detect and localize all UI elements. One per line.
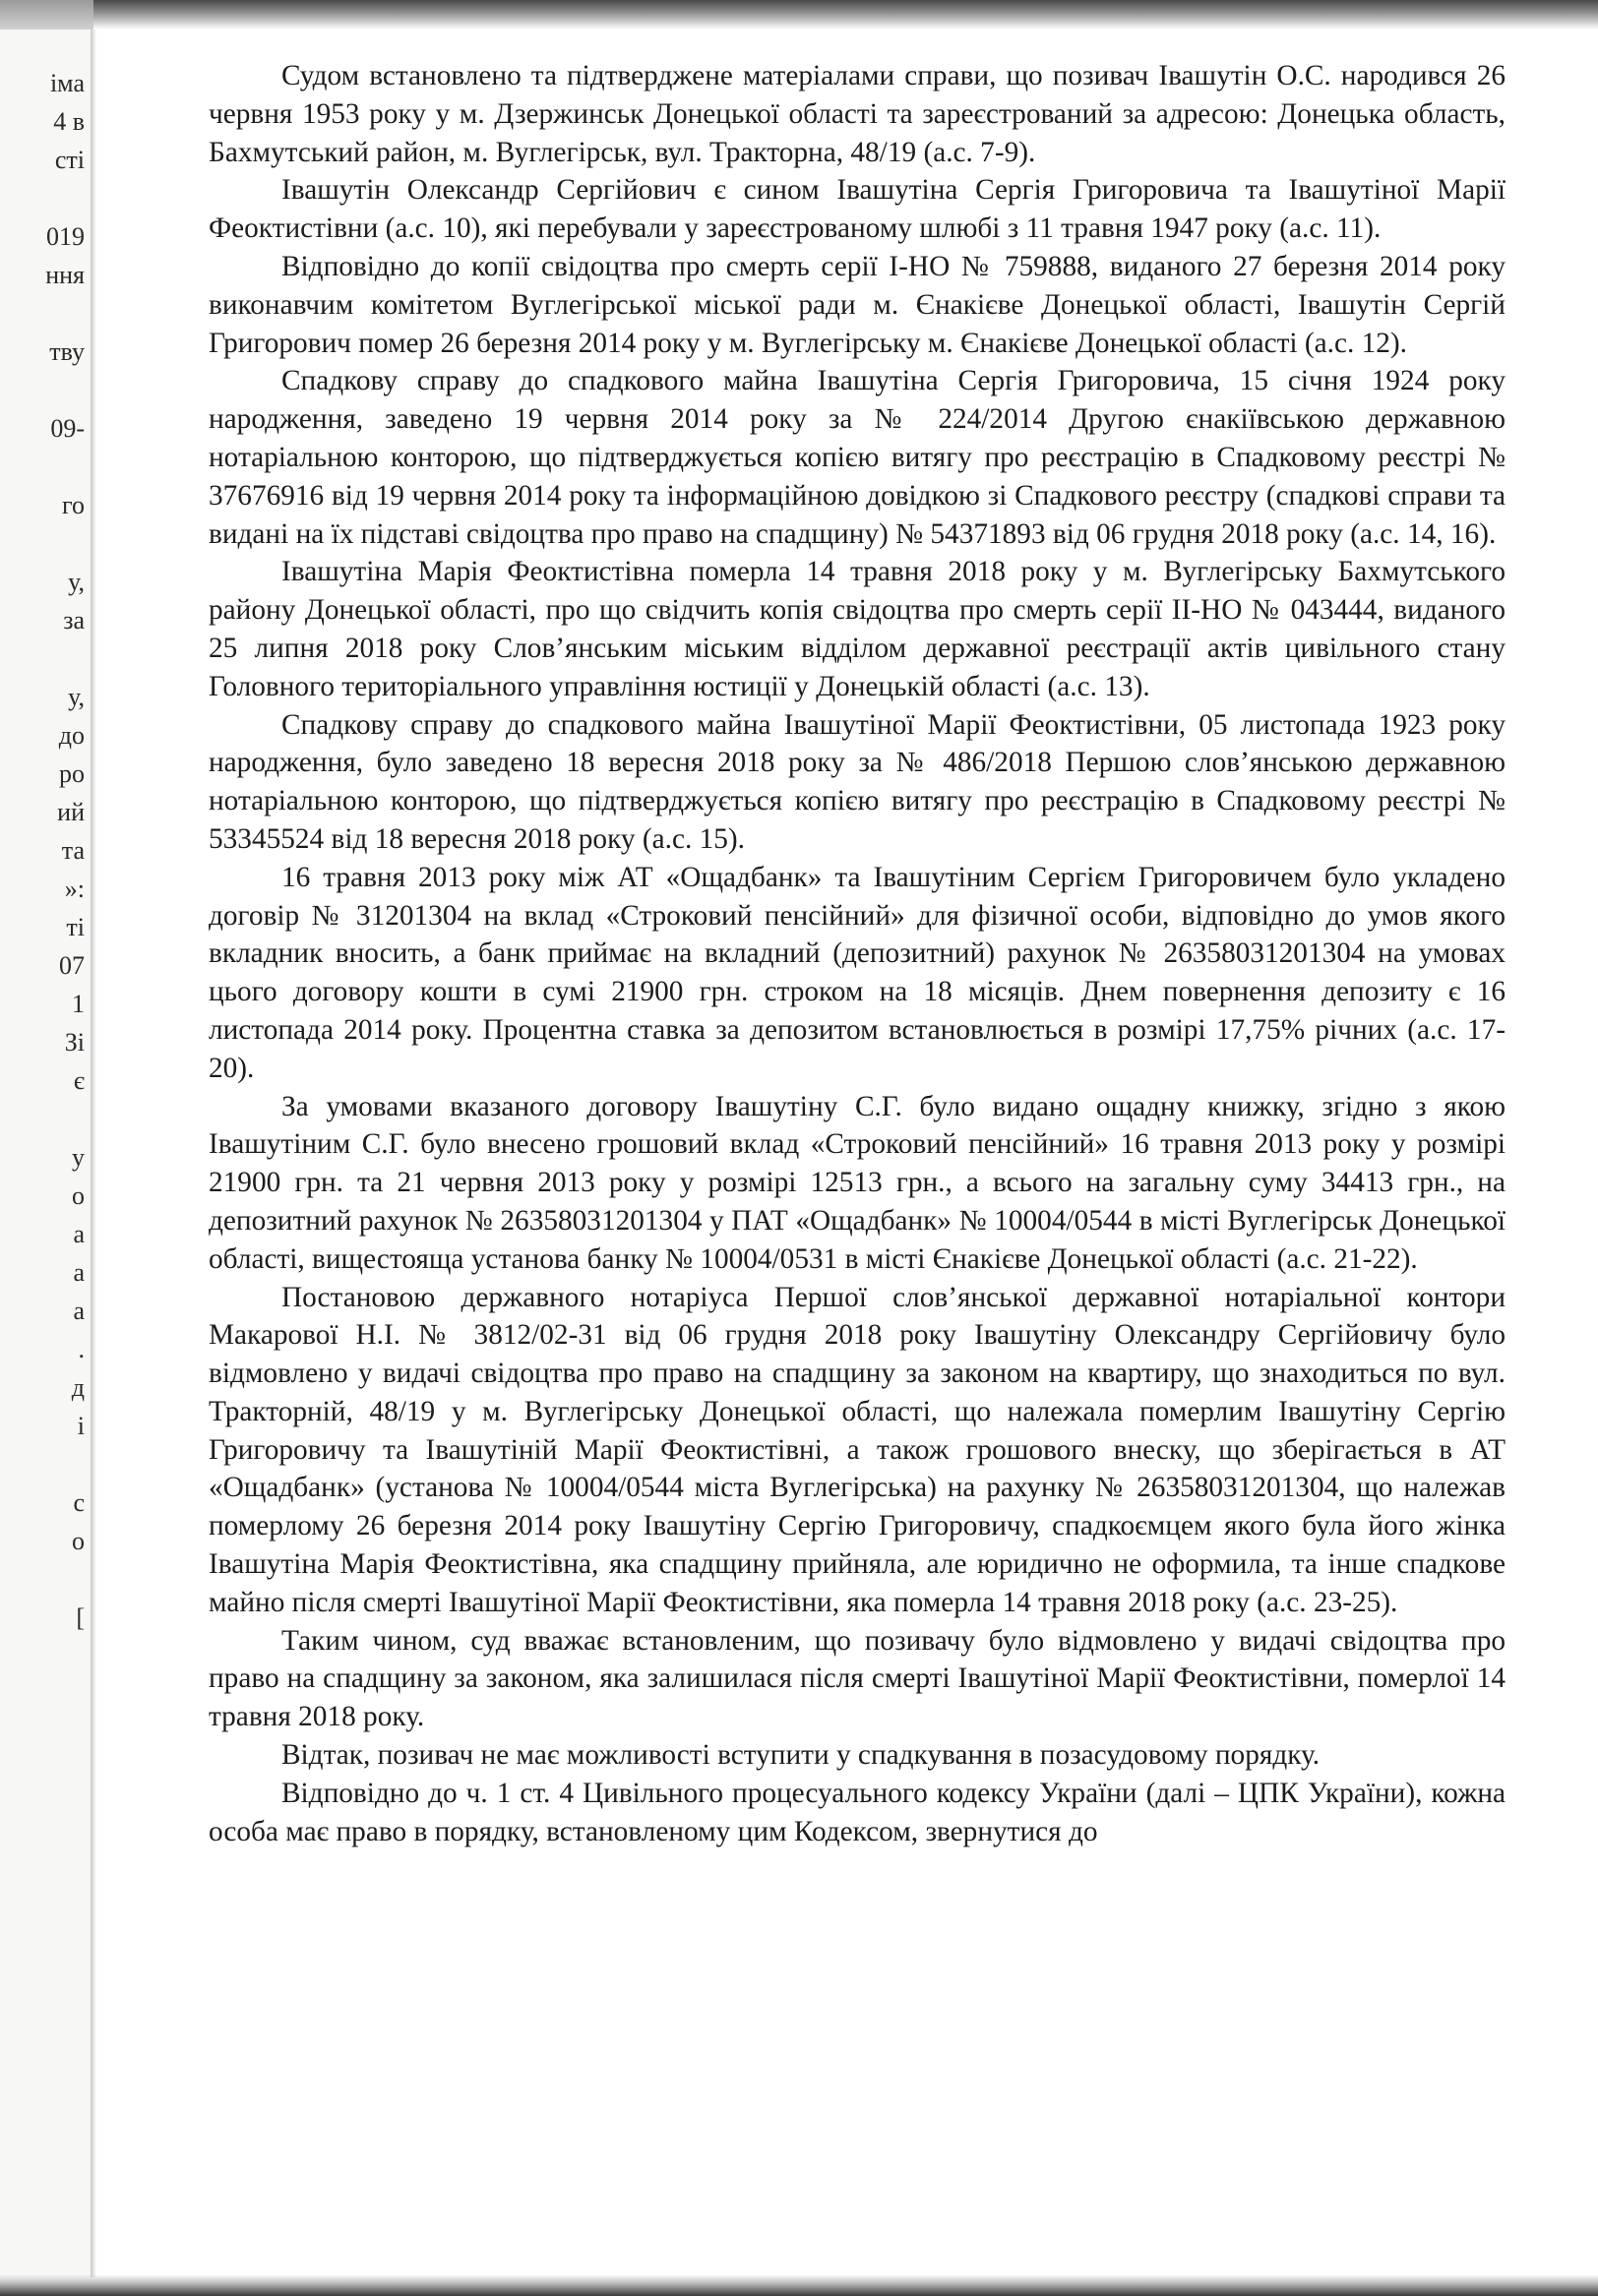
margin-fragment: тву — [49, 337, 85, 366]
margin-fragment: [ — [76, 1603, 85, 1632]
paragraph: Відповідно до копії свідоцтва про смерть серії І-НО № 759888, виданого 27 березня 2014 року виконавчим комітетом Вуглегірської міської ради м. Єнакієве Донецької області, Івашутін Сергій Григорович помер 26 березня 2014 року у м. Вуглегірську м. Єнакієве Донецької області (а.с. 12). — [209, 250, 1506, 359]
margin-fragment: і — [77, 1412, 85, 1440]
scan-top-shadow — [0, 0, 1598, 30]
paragraph: 16 травня 2013 року між АТ «Ощадбанк» та Івашутіним Сергієм Григоровичем було укладено договір № 31201304 на вклад «Строковий пенсійний» для фізичної особи, відповідно до умов якого вкладник вносить, а банк приймає на вкладний (депозитний) рахунок № 26358031201304 на умовах цього договору кошти в сумі 21900 грн. строком на 18 місяців. Днем повернення депозиту є 16 листопада 2014 року. Процентна ставка за депозитом встановлюється в розмірі 17,75% річних (а.с. 17-20). — [209, 861, 1506, 1084]
scan-bottom-shadow — [0, 2274, 1598, 2296]
margin-fragment: сті — [54, 146, 85, 174]
previous-page-strip — [0, 30, 92, 2277]
paragraph: Спадкову справу до спадкового майна Івашутіна Сергія Григоровича, 15 січня 1924 року народження, заведено 19 червня 2014 року за № 224/2014 Другою єнакіївською державною нотаріальною конторою, що підтверджується копією витягу про реєстрацію в Спадковому реєстрі № 37676916 від 19 червня 2014 року та інформаційною довідкою зі Спадкового реєстру (спадкові справи та видані на їх підставі свідоцтва про право на спадщину) № 54371893 від 06 грудня 2018 року (а.с. 14, 16). — [209, 365, 1506, 550]
margin-fragment: ро — [59, 759, 85, 788]
margin-fragment: у, — [68, 568, 85, 596]
margin-fragment: ті — [66, 913, 85, 941]
margin-fragment: іма — [49, 69, 85, 97]
margin-fragment: о — [72, 1181, 85, 1210]
margin-fragment: у, — [68, 683, 85, 711]
margin-fragment: а — [73, 1220, 85, 1248]
paragraph: Таким чином, суд вважає встановленим, що позивачу було відмовлено у видачі свідоцтва про право на спадщину за законом, яка залишилася після смерті Івашутіної Марії Феоктистівни, померлої 14 травня 2018 року. — [209, 1624, 1506, 1733]
margin-fragment: . — [78, 1335, 85, 1363]
margin-fragment: а — [73, 1258, 85, 1287]
document-body — [209, 57, 1506, 1850]
paragraph: Івашутін Олександр Сергійович є сином Івашутіна Сергія Григоровича та Івашутіної Марії Феоктистівни (а.с. 10), які перебували у зареєстрованому шлюбі з 11 травня 1947 року (а.с. 11). — [209, 174, 1506, 245]
margin-fragment: Зі — [64, 1028, 85, 1057]
margin-fragment: »: — [64, 875, 85, 903]
margin-fragment: 07 — [59, 951, 85, 980]
margin-fragment: 09- — [50, 414, 85, 443]
margin-fragment: ий — [57, 798, 85, 826]
margin-fragment: у — [72, 1143, 85, 1172]
margin-fragment: до — [58, 721, 85, 750]
margin-fragment: за — [63, 606, 85, 634]
paragraph: Спадкову справу до спадкового майна Івашутіної Марії Феоктистівни, 05 листопада 1923 року народження, було заведено 18 вересня 2018 року за № 486/2018 Першою слов’янською державною нотаріальною конторою, що підтверджується копією витягу про реєстрацію в Спадковому реєстрі № 53345524 від 18 вересня 2018 року (а.с. 15). — [209, 708, 1506, 855]
margin-fragment: д — [71, 1373, 85, 1402]
margin-fragment: о — [72, 1527, 85, 1555]
paragraph: Судом встановлено та підтверджене матеріалами справи, що позивач Івашутін О.С. народився 26 червня 1953 року у м. Дзержинськ Донецької області та зареєстрований за адресою: Донецька область, Бахмутський район, м. Вуглегірськ, вул. Тракторна, 48/19 (а.с. 7-9). — [209, 60, 1506, 168]
margin-fragment: ння — [45, 261, 85, 289]
paragraph: Відтак, позивач не має можливості вступити у спадкування в позасудовому порядку. — [281, 1739, 1321, 1772]
margin-fragment: 4 в — [53, 107, 85, 136]
margin-fragment: го — [61, 491, 85, 519]
page-fold-shadow — [91, 30, 96, 2277]
paragraph: Івашутіна Марія Феоктистівна померла 14 травня 2018 року у м. Вуглегірську Бахмутського району Донецької області, про що свідчить копія свідоцтва про смерть серії ІІ-НО № 043444, виданого 25 липня 2018 року Слов’янським міським відділом державної реєстрації актів цивільного стану Головного територіального управління юстиції у Донецькій області (а.с. 13). — [209, 556, 1506, 702]
paragraph: Відповідно до ч. 1 ст. 4 Цивільного процесуального кодексу України (далі – ЦПК України), кожна особа має право в порядку, встановленому цим Кодексом, звернутися до — [209, 1777, 1506, 1847]
margin-fragment: та — [61, 836, 85, 865]
paragraph: Постановою державного нотаріуса Першої слов’янської державної нотаріальної контори Макарової Н.І. № 3812/02-31 від 06 грудня 2018 року Івашутіну Олександру Сергійовичу було відмовлено у видачі свідоцтва про право на спадщину за законом на квартиру, що знаходиться по вул. Тракторній, 48/19 у м. Вуглегірську Донецької області, що належала померлим Івашутіну Сергію Григоровичу та Івашутіній Марії Феоктистівні, а також грошового внеску, що зберігається в АТ «Ощадбанк» (установа № 10004/0544 міста Вуглегірська) на рахунку № 26358031201304, що належав померлому 26 березня 2014 року Івашутіну Сергію Григоровичу, спадкоємцем якого була його жінка Івашутіна Марія Феоктистівна, яка спадщину прийняла, але юридично не оформила, та інше спадкове майно після смерті Івашутіної Марії Феоктистівни, яка померла 14 травня 2018 року (а.с. 23-25). — [209, 1281, 1506, 1618]
margin-fragment: а — [73, 1297, 85, 1325]
margin-fragment: є — [73, 1066, 85, 1095]
margin-fragment: 019 — [46, 222, 85, 251]
margin-fragment: с — [73, 1488, 85, 1517]
margin-fragment: 1 — [72, 990, 85, 1018]
paragraph: За умовами вказаного договору Івашутіну С.Г. було видано ощадну книжку, згідно з якою Івашутіним С.Г. було внесено грошовий вклад «Строковий пенсійний» 16 травня 2013 року у розмірі 21900 грн. та 21 червня 2013 року у розмірі 12513 грн., а всього на загальну суму 34413 грн., на депозитний рахунок № 26358031201304 у ПАТ «Ощадбанк» № 10004/0544 в місті Вуглегірськ Донецької області, вищестояща установа банку № 10004/0531 в місті Єнакієве Донецької області (а.с. 21-22). — [209, 1090, 1506, 1275]
